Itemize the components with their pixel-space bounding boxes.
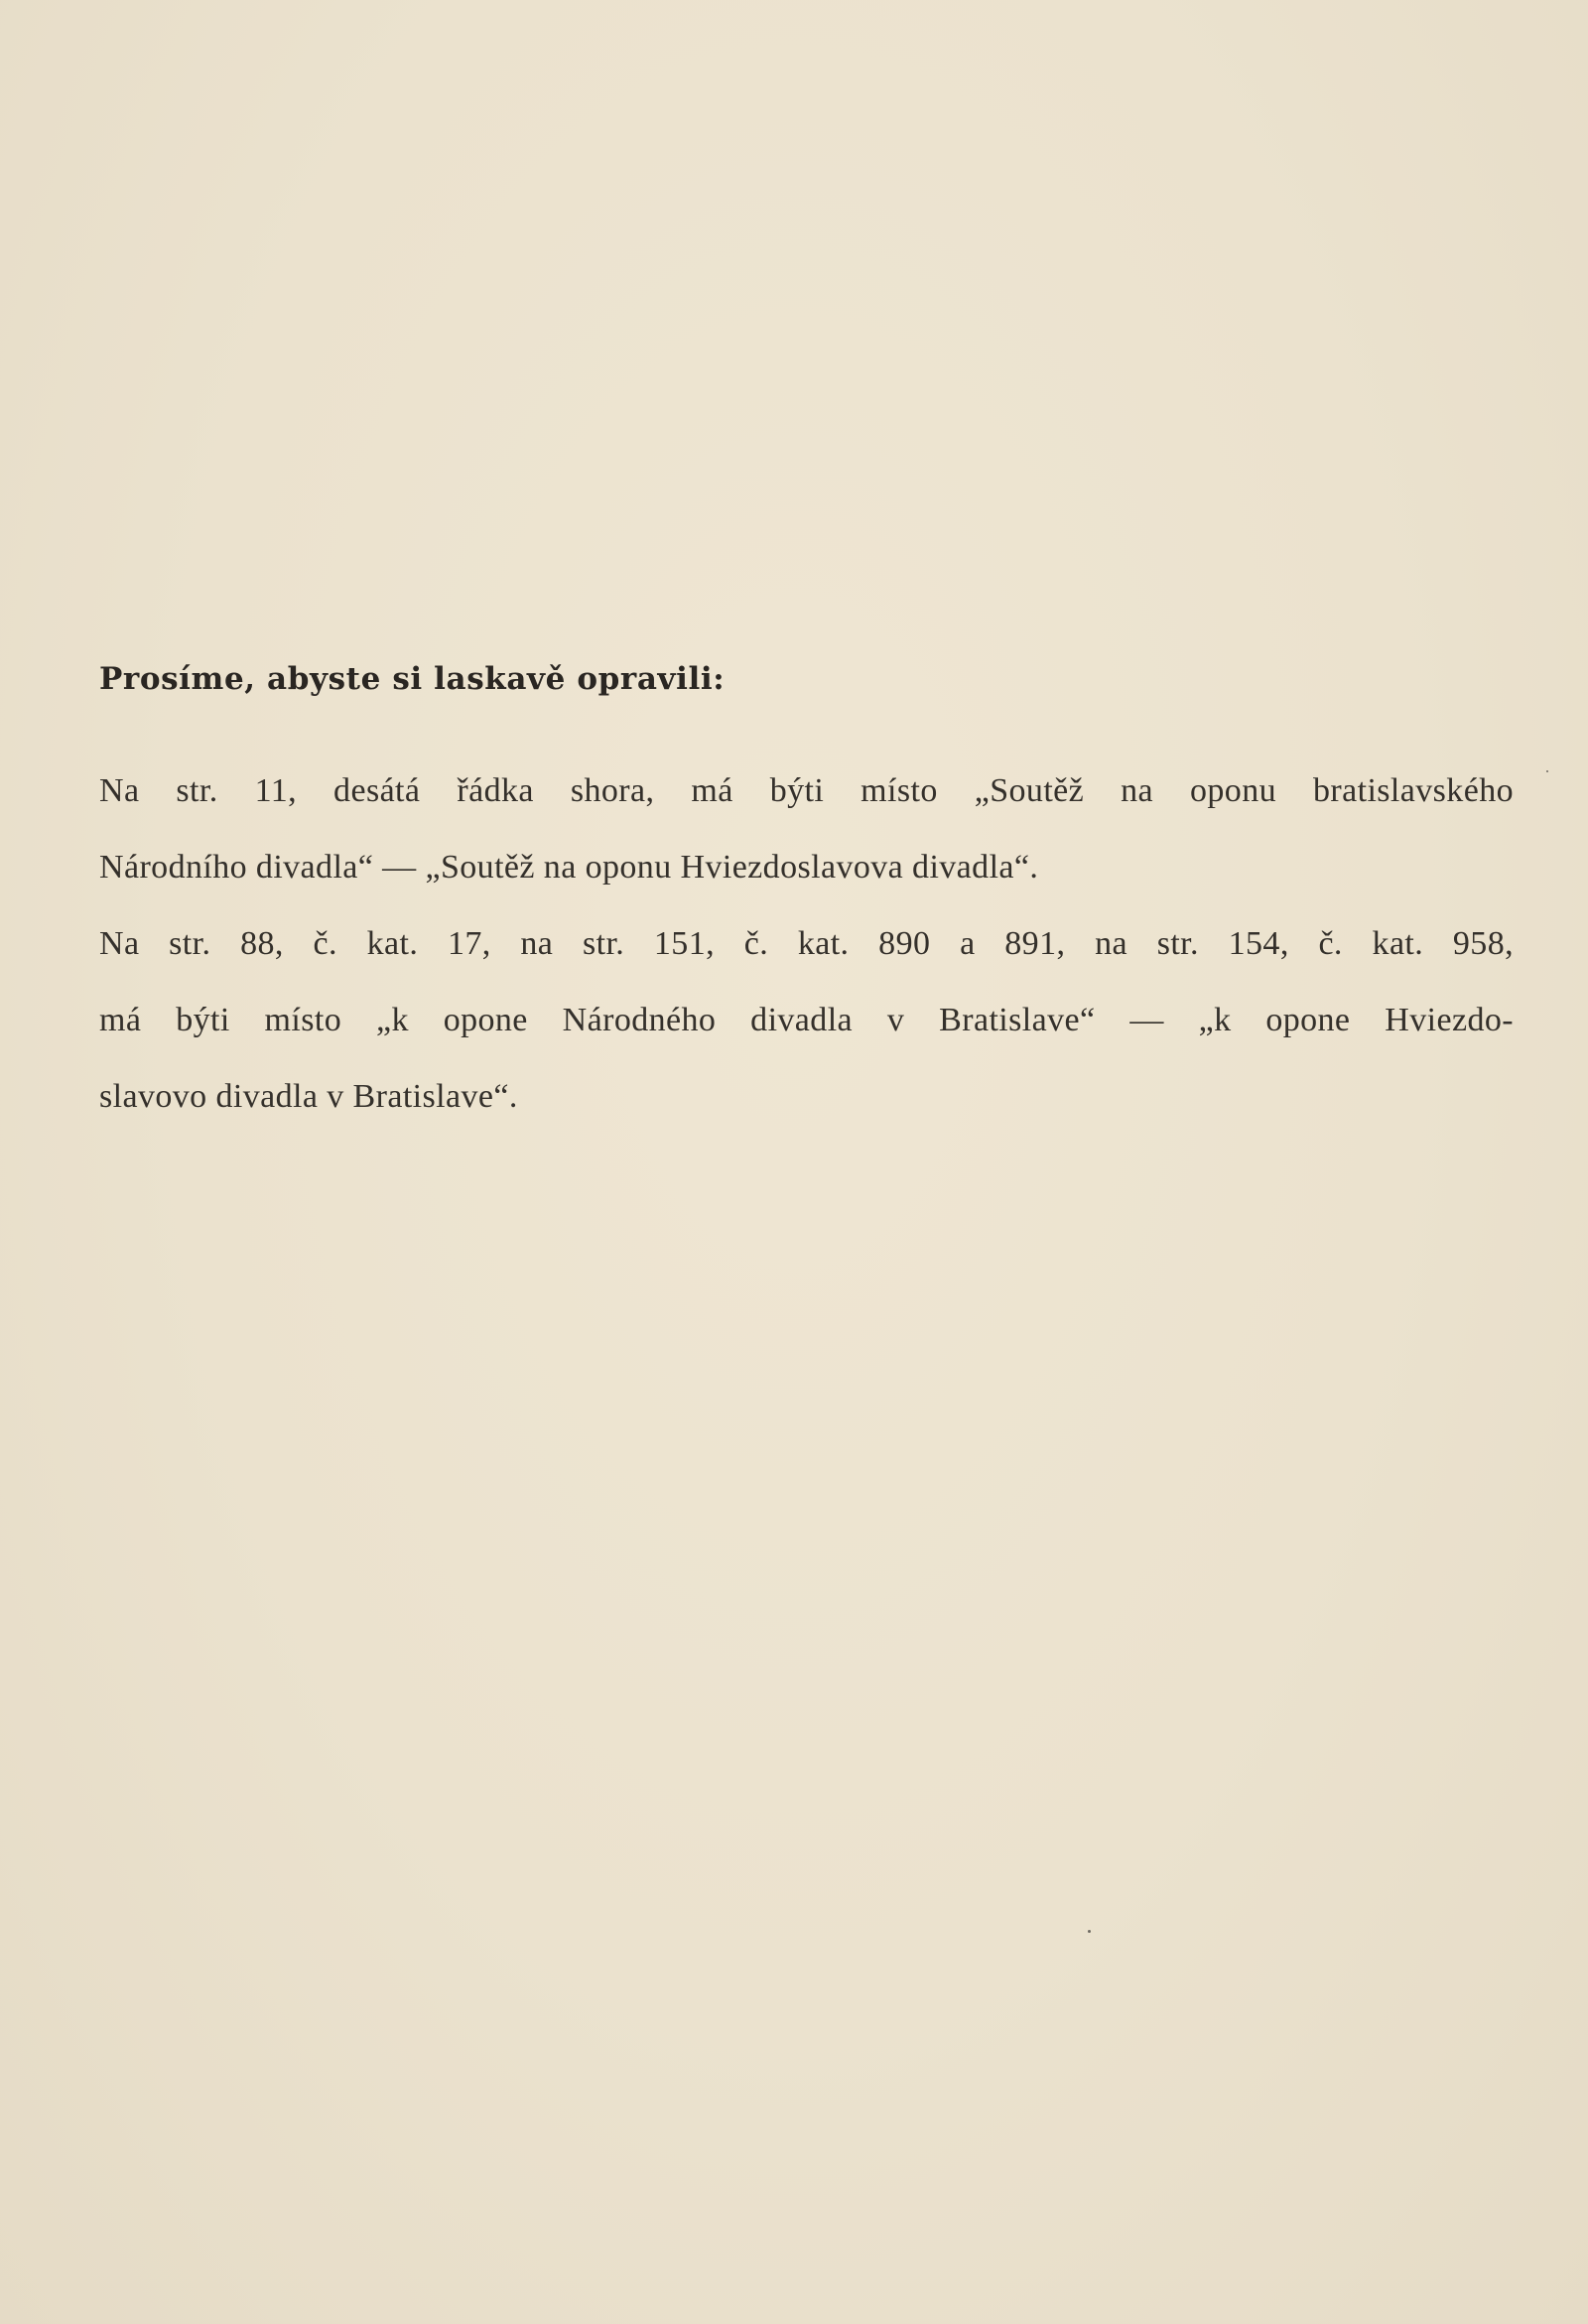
paper-speck	[1088, 1930, 1091, 1933]
errata-notice	[99, 655, 1514, 1135]
paragraph-1-line-1: Na str. 11, desátá řádka shora, má býti místo „Soutěž na oponu bratislavského	[99, 772, 1514, 809]
errata-paragraph-1	[99, 752, 1514, 905]
paragraph-2-line-2: má býti místo „k opone Národného divadla v Bratislave“ — „k opone Hviezdo-	[99, 1002, 1514, 1038]
paragraph-1-line-2: Národního divadla“ — „Soutěž na oponu Hviezdoslavova divadla“.	[99, 849, 1039, 886]
errata-heading: Prosíme, abyste si laskavě opravili:	[99, 661, 726, 697]
paragraph-2-line-3: slavovo divadla v Bratislave“.	[99, 1078, 518, 1115]
paragraph-2-line-1: Na str. 88, č. kat. 17, na str. 151, č. kat. 890 a 891, na str. 154, č. kat. 958,	[99, 925, 1514, 962]
errata-paragraph-2	[99, 905, 1514, 1135]
paper-speck	[1546, 770, 1548, 772]
